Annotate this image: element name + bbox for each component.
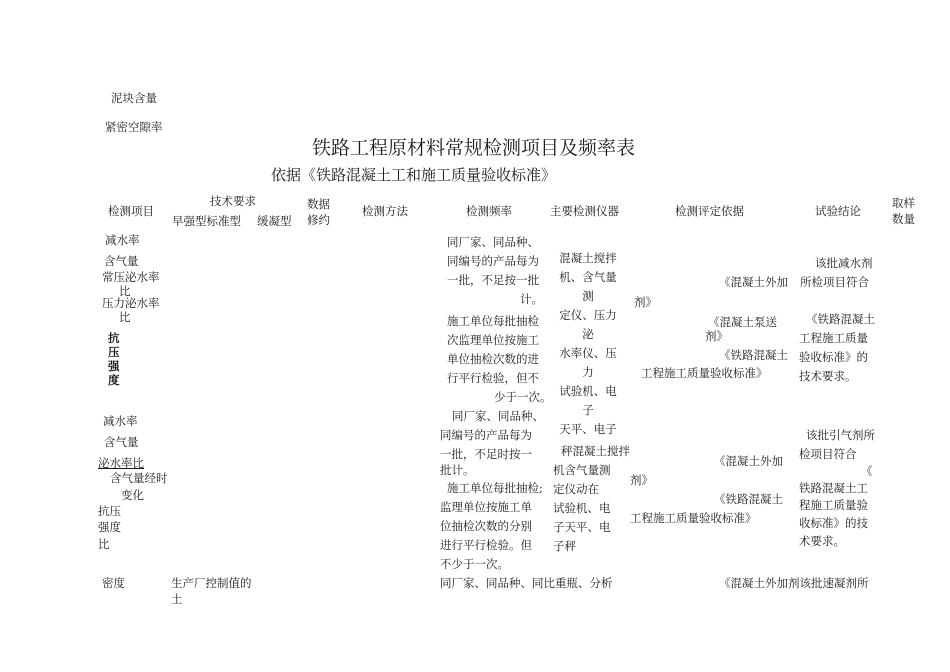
frequency-line: 同厂家、同品种、	[447, 235, 539, 249]
conclusion-line: 收标准》的技	[799, 516, 868, 530]
header-retarding: 缓凝型	[257, 214, 292, 228]
conclusion-line: 该批引气剂所	[806, 428, 875, 442]
tech-line: 生产厂控制值的	[171, 576, 252, 590]
basis-line: 工程施工质量验收标准》	[641, 366, 768, 380]
item-label: 强度	[98, 520, 121, 534]
header-item: 检测项目	[108, 204, 154, 218]
header-early-strength: 早强型标准型	[172, 214, 241, 228]
item-label: 密度	[102, 576, 125, 590]
header-data-1: 数据	[307, 197, 330, 211]
page-subtitle: 依据《铁路混凝土工和施工质量验收标准》	[271, 166, 557, 184]
item-label: 减水率	[103, 414, 138, 428]
frequency-line: 计。	[520, 292, 543, 306]
frequency-line: 监理单位按施工单	[440, 500, 532, 514]
conclusion-line: 铁路混凝土工	[799, 481, 868, 495]
instrument-line: 试验机、电	[553, 501, 611, 515]
instrument-line: 子	[582, 403, 594, 417]
frequency-line: 进行平行检验。但	[440, 538, 532, 552]
frequency-line: 同厂家、同品种、同比重瓶、分析	[440, 576, 613, 590]
page-title: 铁路工程原材料常规检测项目及频率表	[312, 137, 636, 159]
frequency-line: 不少于一次。	[440, 557, 509, 571]
instrument-line: 子秤	[553, 539, 576, 553]
frequency-line: 施工单位每批抽检	[447, 314, 539, 328]
item-label: 比	[98, 537, 110, 551]
conclusion-line: 验收标准》的	[799, 350, 868, 364]
item-label: 含气量经时	[110, 471, 168, 485]
pre-line-void-ratio: 紧密空隙率	[105, 120, 163, 134]
instrument-line: 机、含气量	[559, 270, 617, 284]
conclusion-line: 该批减水剂	[815, 256, 873, 270]
frequency-line: 单位抽检次数的进	[447, 352, 539, 366]
frequency-line: 同厂家、同品种、	[452, 409, 544, 423]
conclusion-line: 《铁路混凝土	[806, 312, 875, 326]
conclusion-line: 《	[861, 464, 873, 478]
header-tech-req: 技术要求	[210, 194, 256, 208]
frequency-line: 行平行检验，但不	[447, 371, 539, 385]
item-label: 度	[108, 373, 120, 387]
frequency-line: 位抽检次数的分别	[440, 519, 532, 533]
instrument-line: 水率仪、压	[559, 346, 617, 360]
item-label: 抗压	[98, 504, 121, 518]
header-sampling-2: 数量	[892, 212, 915, 226]
item-label: 压力泌水率	[102, 296, 160, 310]
instrument-line: 定仪动在	[553, 482, 599, 496]
basis-line: 剂》	[634, 295, 657, 309]
item-label: 抗	[108, 331, 120, 345]
basis-line: 《混凝土外加剂该批速凝剂所	[719, 576, 869, 590]
frequency-line: 同编号的产品每为	[440, 428, 532, 442]
item-label: 常压泌水率	[102, 270, 160, 284]
header-sampling-1: 取样	[892, 196, 915, 210]
conclusion-line: 技术要求。	[799, 369, 857, 383]
header-method: 检测方法	[362, 204, 408, 218]
frequency-line: 批计。	[440, 463, 475, 477]
basis-line: 《混凝土外加	[714, 454, 783, 468]
instrument-line: 力	[582, 365, 594, 379]
item-label: 含气量	[104, 435, 139, 449]
pre-line-mud-content: 泥块含量	[111, 91, 157, 105]
instrument-line: 泌	[582, 327, 594, 341]
instrument-line: 秤混凝土搅拌	[561, 444, 630, 458]
frequency-line: 次监理单位按施工	[447, 333, 539, 347]
item-label: 含气量	[104, 254, 139, 268]
header-frequency: 检测频率	[466, 204, 512, 218]
basis-line: 工程施工质量验收标准》	[630, 511, 757, 525]
conclusion-line: 所检项目符合	[800, 275, 869, 289]
frequency-line: 同编号的产品每为	[447, 254, 539, 268]
conclusion-line: 工程施工质量	[799, 331, 868, 345]
item-label: 比	[119, 310, 131, 324]
item-label: 减水率	[105, 233, 140, 247]
frequency-line: 一批，不足按一批	[447, 273, 539, 287]
header-instruments: 主要检测仪器	[550, 204, 619, 218]
instrument-line: 试验机、电	[559, 384, 617, 398]
frequency-line: 施工单位每批抽检;	[447, 481, 543, 495]
frequency-line: 少于一次。	[494, 390, 552, 404]
basis-line: 《混凝土外加	[719, 275, 788, 289]
item-label: 泌水率比	[98, 456, 144, 470]
conclusion-line: 检项目符合	[799, 447, 857, 461]
tech-line: 土	[171, 592, 183, 606]
item-label: 比	[119, 284, 131, 298]
basis-line: 剂》	[630, 473, 653, 487]
instrument-line: 测	[582, 289, 594, 303]
instrument-line: 子天平、电	[553, 520, 611, 534]
instrument-line: 天平、电子	[559, 422, 617, 436]
conclusion-line: 术要求。	[799, 534, 845, 548]
basis-line: 《混凝土泵送	[708, 315, 777, 329]
instrument-line: 定仪、压力	[559, 308, 617, 322]
instrument-line: 机含气量测	[553, 463, 611, 477]
header-data-2: 修约	[307, 213, 330, 227]
instrument-line: 混凝土搅拌	[559, 251, 617, 265]
item-label: 强	[108, 359, 120, 373]
basis-line: 《铁路混凝土	[719, 348, 788, 362]
basis-line: 剂》	[705, 329, 728, 343]
frequency-line: 一批，不足时按一	[440, 447, 532, 461]
basis-line: 《铁路混凝土	[714, 492, 783, 506]
item-label: 变化	[121, 488, 144, 502]
conclusion-line: 程施工质量验	[799, 498, 868, 512]
header-conclusion: 试验结论	[815, 204, 861, 218]
header-basis: 检测评定依据	[675, 204, 744, 218]
item-label: 压	[108, 345, 120, 359]
